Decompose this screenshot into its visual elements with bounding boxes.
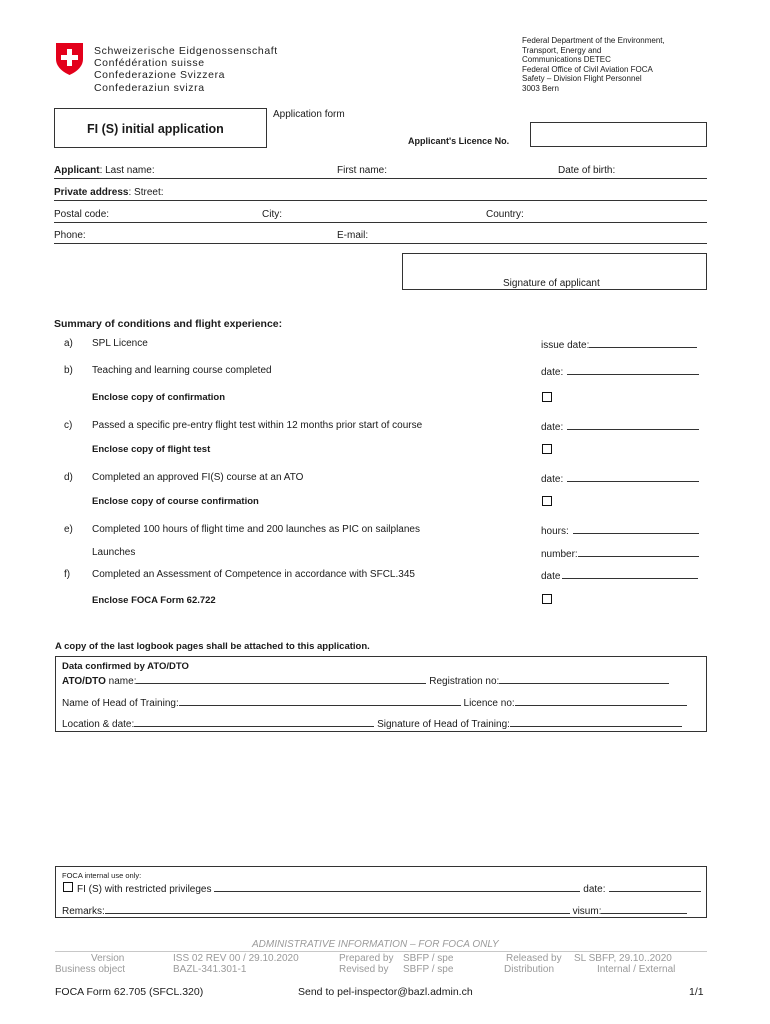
form-title-box (54, 108, 267, 148)
confed-fr: Confédération suisse (94, 57, 205, 70)
item-c-date-label: date: (541, 422, 564, 433)
admin-released: SL SBFP, 29.10..2020 (574, 953, 672, 964)
item-f-text: Completed an Assessment of Competence in accordance with SFCL.345 (92, 569, 415, 580)
admin-distribution: Internal / External (597, 964, 676, 975)
registration-label: Registration no: (429, 676, 500, 687)
ato-confirmed: Data confirmed by ATO/DTO (62, 661, 189, 672)
footer-form: FOCA Form 62.705 (SFCL.320) (55, 986, 204, 998)
dept-line: Federal Office of Civil Aviation FOCA (522, 64, 653, 74)
item-d-date-label: date: (541, 474, 564, 485)
admin-revised: SBFP / spe (403, 964, 454, 975)
applicant-label: Applicant (54, 165, 100, 176)
remarks-field[interactable] (105, 904, 570, 914)
dept-line: 3003 Bern (522, 83, 559, 93)
ato-name-label: name: (105, 676, 137, 687)
logbook-note: A copy of the last logbook pages shall be attached to this application. (55, 641, 370, 652)
phone-line[interactable] (54, 243, 707, 244)
row-address (54, 187, 164, 198)
remarks-label: Remarks: (62, 906, 105, 917)
postal-label: Postal code: (54, 209, 110, 220)
item-a-date-label: issue date: (541, 340, 590, 351)
confed-de: Schweizerische Eidgenossenschaft (94, 45, 278, 57)
department-address (522, 36, 665, 94)
head-label: Name of Head of Training: (62, 698, 179, 709)
item-c-letter: c) (64, 420, 73, 431)
ato-box (55, 656, 707, 732)
location-label: Location & date: (62, 719, 135, 730)
item-d-checkbox[interactable] (542, 496, 552, 506)
application-form-label: Application form (273, 109, 345, 120)
item-c-checkbox[interactable] (542, 444, 552, 454)
confed-it: Confederazione Svizzera (94, 69, 226, 82)
item-f-letter: f) (64, 569, 71, 580)
item-e-hours-field[interactable] (573, 524, 699, 534)
item-b-date-label: date: (541, 367, 564, 378)
restricted-row (77, 882, 701, 895)
item-c-enclose: Enclose copy of flight test (92, 444, 211, 455)
item-b-enclose: Enclose copy of confirmation (92, 392, 226, 403)
item-b-date-field[interactable] (567, 365, 699, 375)
admin-revised-label: Revised by (339, 964, 389, 975)
internal-date-field[interactable] (609, 882, 701, 892)
admin-version: ISS 02 REV 00 / 29.10.2020 (173, 953, 299, 964)
ato-label: ATO/DTO (62, 676, 106, 687)
licence-no-label: Applicant's Licence No. (408, 136, 510, 146)
item-d-date-field[interactable] (567, 472, 699, 482)
admin-prepared-label: Prepared by (339, 953, 394, 964)
remarks-row (62, 904, 687, 917)
admin-title: ADMINISTRATIVE INFORMATION – FOR FOCA ONLY (252, 939, 499, 950)
summary-title: Summary of conditions and flight experience: (54, 318, 283, 330)
item-e-number-label: number: (541, 549, 578, 560)
item-d-letter: d) (64, 472, 73, 483)
form-title: FI (S) initial application (87, 122, 224, 136)
visum-field[interactable] (601, 904, 687, 914)
confederation-names (94, 45, 278, 94)
visum-label: visum: (572, 906, 602, 917)
licence-field[interactable] (515, 696, 687, 706)
country-label: Country: (486, 209, 524, 220)
item-e-number (541, 547, 699, 560)
dept-line: Safety – Division Flight Personnel (522, 74, 642, 84)
last-name-label: : Last name: (99, 165, 155, 176)
admin-distribution-label: Distribution (504, 964, 555, 975)
dept-line: Communications DETEC (522, 55, 611, 65)
item-c-date (541, 420, 699, 433)
admin-prepared: SBFP / spe (403, 953, 454, 964)
signature-head-field[interactable] (510, 717, 682, 727)
item-b-checkbox[interactable] (542, 392, 552, 402)
item-a-text: SPL Licence (92, 338, 148, 349)
admin-business: BAZL-341.301-1 (173, 964, 247, 975)
item-f-enclose: Enclose FOCA Form 62.722 (92, 595, 216, 606)
internal-date-label: date: (583, 884, 606, 895)
footer-send: Send to pel-inspector@bazl.admin.ch (298, 986, 473, 998)
admin-divider (55, 951, 707, 952)
item-b-letter: b) (64, 365, 73, 376)
item-e-hours (541, 524, 699, 537)
internal-use-box (55, 866, 707, 918)
location-row (62, 717, 682, 730)
admin-version-label: Version (91, 953, 125, 964)
registration-field[interactable] (499, 674, 669, 684)
signature-box[interactable] (402, 253, 707, 290)
item-c-date-field[interactable] (567, 420, 699, 430)
item-b-date (541, 365, 699, 378)
head-field[interactable] (179, 696, 461, 706)
dept-line: Federal Department of the Environment, (522, 36, 665, 45)
item-a-letter: a) (64, 338, 73, 349)
phone-label: Phone: (54, 230, 86, 241)
item-f-date-field[interactable] (562, 569, 698, 579)
postal-line[interactable] (54, 222, 707, 223)
item-a-date-field[interactable] (589, 338, 697, 348)
licence-label: Licence no: (463, 698, 515, 709)
ato-name-row (62, 674, 669, 687)
dob-label: Date of birth: (558, 165, 616, 176)
restricted-checkbox[interactable] (63, 882, 73, 892)
item-e-letter: e) (64, 524, 73, 535)
item-f-checkbox[interactable] (542, 594, 552, 604)
city-label: City: (262, 209, 282, 220)
swiss-logo (55, 42, 84, 76)
item-c-text: Passed a specific pre-entry flight test within 12 months prior start of course (92, 420, 423, 431)
internal-title: FOCA internal use only: (62, 871, 142, 880)
swiss-shield-icon (55, 42, 84, 76)
item-e-launches: Launches (92, 547, 136, 558)
item-d-enclose: Enclose copy of course confirmation (92, 496, 259, 507)
signature-label: Signature of applicant (503, 278, 600, 289)
item-e-number-field[interactable] (578, 547, 699, 557)
admin-released-label: Released by (506, 953, 562, 964)
restricted-field[interactable] (214, 882, 580, 892)
item-d-date (541, 472, 699, 485)
item-f-date (541, 569, 698, 582)
admin-business-label: Business object (55, 964, 126, 975)
confed-rm: Confederaziun svizra (94, 81, 205, 94)
head-row (62, 696, 687, 709)
restricted-label: FI (S) with restricted privileges (77, 884, 212, 895)
item-f-date-label: date (541, 571, 561, 582)
email-label: E-mail: (337, 230, 369, 241)
signature-head-label: Signature of Head of Training: (377, 719, 510, 730)
item-b-text: Teaching and learning course completed (92, 365, 272, 376)
item-d-text: Completed an approved FI(S) course at an ATO (92, 472, 304, 483)
name-line[interactable] (54, 178, 707, 179)
dept-line: Transport, Energy and (522, 45, 602, 55)
location-field[interactable] (134, 717, 374, 727)
street-label: : Street: (128, 187, 164, 198)
address-line[interactable] (54, 200, 707, 201)
item-a-date (541, 338, 697, 351)
ato-name-field[interactable] (136, 674, 426, 684)
footer-page: 1/1 (689, 986, 704, 998)
private-address-label: Private address (54, 187, 129, 198)
licence-no-input[interactable] (530, 122, 707, 147)
item-e-text: Completed 100 hours of flight time and 200 launches as PIC on sailplanes (92, 524, 420, 535)
first-name-label: First name: (337, 165, 388, 176)
item-e-hours-label: hours: (541, 526, 569, 537)
